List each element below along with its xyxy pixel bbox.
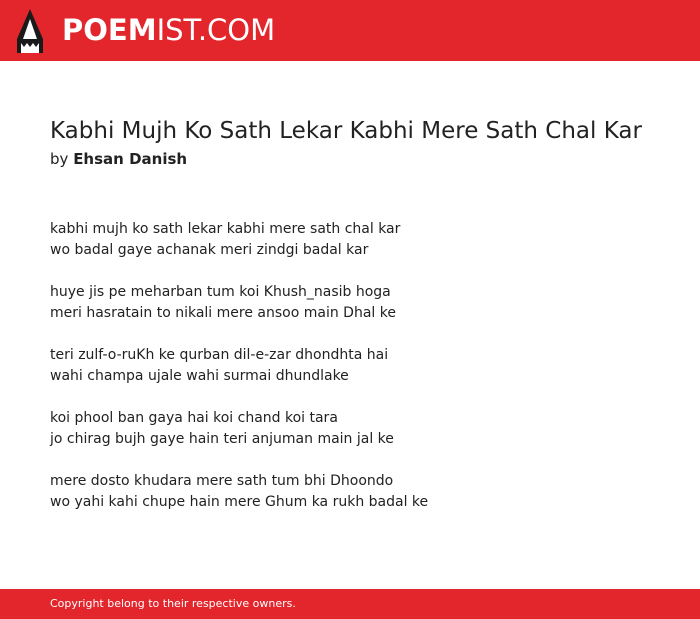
author-name: Ehsan Danish: [73, 150, 188, 168]
poem-line: mere dosto khudara mere sath tum bhi Dhoondo: [50, 473, 394, 489]
site-logo[interactable]: [62, 12, 275, 48]
poem-body: [50, 219, 670, 534]
stanza: [50, 345, 670, 387]
byline: [50, 149, 187, 169]
poem-line: wahi champa ujale wahi surmai dhundlake: [50, 368, 349, 384]
site-header: [0, 0, 700, 61]
poem-line: kabhi mujh ko sath lekar kabhi mere sath chal kar: [50, 221, 401, 237]
pencil-tip-icon[interactable]: [17, 9, 43, 53]
logo-text-bold: POEM: [62, 13, 157, 47]
stanza: [50, 219, 670, 261]
stanza: [50, 282, 670, 324]
poem-title: Kabhi Mujh Ko Sath Lekar Kabhi Mere Sath Chal Kar: [50, 118, 642, 144]
poem-line: jo chirag bujh gaye hain teri anjuman main jal ke: [50, 431, 394, 447]
stanza: [50, 408, 670, 450]
copyright-text: Copyright belong to their respective owners.: [50, 597, 296, 610]
poem-line: teri zulf-o-ruKh ke qurban dil-e-zar dhondhta hai: [50, 347, 389, 363]
by-label: by: [50, 150, 69, 168]
site-footer: [0, 589, 700, 619]
stanza: [50, 471, 670, 513]
logo-text-light: IST.COM: [156, 13, 276, 47]
poem-line: meri hasratain to nikali mere ansoo main Dhal ke: [50, 305, 396, 321]
poem-line: koi phool ban gaya hai koi chand koi tara: [50, 410, 338, 426]
poem-line: wo badal gaye achanak meri zindgi badal kar: [50, 242, 369, 258]
poem-line: wo yahi kahi chupe hain mere Ghum ka rukh badal ke: [50, 494, 429, 510]
poem-line: huye jis pe meharban tum koi Khush_nasib hoga: [50, 284, 391, 300]
